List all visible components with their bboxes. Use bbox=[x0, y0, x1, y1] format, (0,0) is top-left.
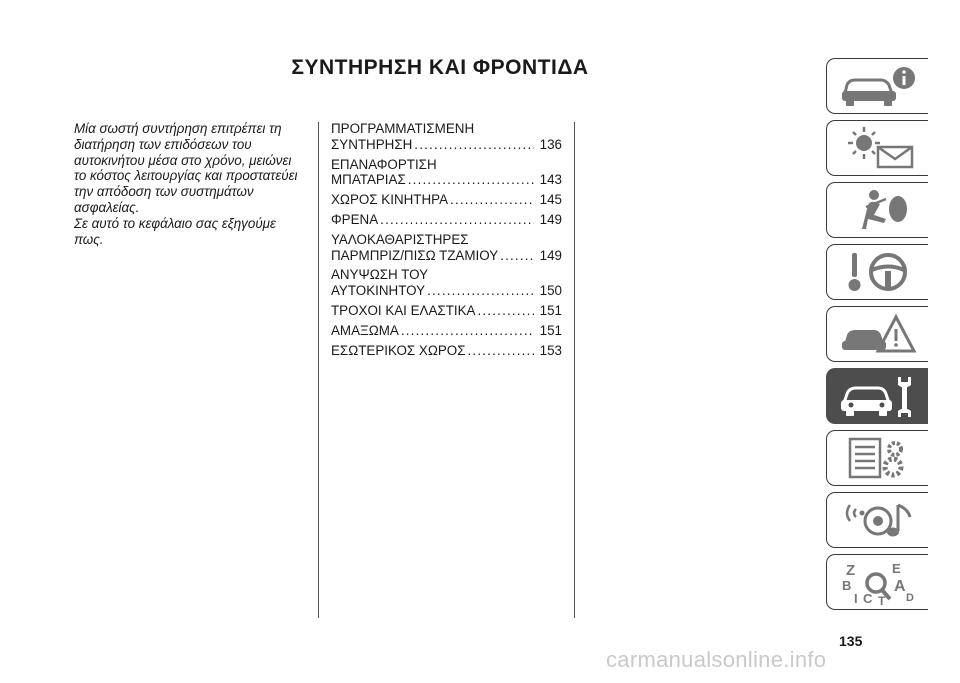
toc-entry-page: 149 bbox=[539, 211, 562, 227]
index-letter: Z bbox=[845, 562, 855, 579]
toc-entry-page: 145 bbox=[539, 192, 562, 208]
intro-paragraph-1: Μία σωστή συντήρηση επιτρέπει τη διατήρηση των επιδόσεων του αυτοκινήτου μέσα στο χρόνο, μειώνει το κόστος λειτουργίας και προστατεύει την απόδοση των συστημάτων ασφαλείας. bbox=[74, 121, 298, 215]
toc-entry[interactable] bbox=[331, 267, 562, 299]
tab-emergency[interactable] bbox=[826, 306, 928, 362]
specs-gear-icon bbox=[838, 435, 918, 481]
tab-car-info[interactable] bbox=[826, 58, 928, 114]
index-letter: C bbox=[862, 591, 872, 605]
intro-paragraph-2: Σε αυτό το κεφάλαιο σας εξηγούμε πως. bbox=[74, 215, 276, 247]
tab-maintenance-active[interactable] bbox=[826, 368, 928, 424]
toc-entry-page: 153 bbox=[539, 342, 562, 358]
index-letter: E bbox=[891, 561, 901, 576]
toc-entry-label: ΦΡΕΝΑ bbox=[331, 211, 379, 227]
toc-entry[interactable] bbox=[331, 232, 562, 264]
toc-entry[interactable] bbox=[331, 303, 562, 319]
page-number: 135 bbox=[839, 633, 863, 649]
toc-entry-page: 143 bbox=[539, 172, 562, 188]
toc-entry[interactable] bbox=[331, 323, 562, 339]
column-divider-left bbox=[318, 122, 319, 618]
toc-entry[interactable] bbox=[331, 343, 562, 359]
toc-entry-label: ΣΥΝΤΗΡΗΣΗ bbox=[331, 136, 413, 152]
tab-multimedia[interactable] bbox=[826, 492, 928, 548]
tab-steering-key[interactable] bbox=[826, 244, 928, 300]
index-letter: A bbox=[893, 578, 906, 595]
toc-entry-label: ΕΣΩΤΕΡΙΚΟΣ ΧΩΡΟΣ bbox=[331, 342, 466, 358]
toc-entry-label: ΑΜΑΞΩΜΑ bbox=[331, 322, 399, 338]
toc-entry-page: 151 bbox=[539, 302, 562, 318]
warning-lights-icon bbox=[838, 125, 918, 171]
tab-index[interactable] bbox=[826, 554, 928, 610]
toc-entry[interactable] bbox=[331, 121, 562, 153]
toc-entry-label: ΧΩΡΟΣ ΚΙΝΗΤΗΡΑ bbox=[331, 192, 448, 208]
car-wrench-icon bbox=[838, 373, 918, 419]
toc-entry-label: ΤΡΟΧΟΙ ΚΑΙ ΕΛΑΣΤΙΚΑ bbox=[331, 302, 476, 318]
index-letters-icon bbox=[838, 559, 918, 605]
toc-entry-label: ΑΥΤΟΚΙΝΗΤΟΥ bbox=[331, 283, 426, 299]
airbag-safety-icon bbox=[838, 187, 918, 233]
tab-airbag-safety[interactable] bbox=[826, 182, 928, 238]
index-letter: D bbox=[905, 592, 914, 604]
index-letter: B bbox=[841, 578, 851, 593]
steering-key-icon bbox=[838, 249, 918, 295]
toc-entry-label: ΠΑΡΜΠΡΙΖ/ΠΙΣΩ ΤΖΑΜΙΟΥ bbox=[331, 247, 499, 263]
index-letter: T bbox=[877, 594, 885, 605]
toc-entry-label: ΜΠΑΤΑΡΙΑΣ bbox=[331, 172, 406, 188]
column-divider-right bbox=[574, 122, 575, 618]
page-title: ΣΥΝΤΗΡΗΣΗ ΚΑΙ ΦΡΟΝΤΙΔΑ bbox=[291, 56, 589, 79]
toc-entry-line1: ΑΝΥΨΩΣΗ ΤΟΥ bbox=[331, 267, 429, 283]
intro-text bbox=[74, 121, 306, 247]
toc-entry-page: 151 bbox=[539, 322, 562, 338]
toc-entry-line1: ΥΑΛΟΚΑΘΑΡΙΣΤΗΡΕΣ bbox=[331, 231, 469, 247]
table-of-contents bbox=[331, 121, 562, 362]
toc-entry-line1: ΠΡΟΓΡΑΜΜΑΤΙΣΜΕΝΗ bbox=[331, 121, 475, 136]
multimedia-icon bbox=[838, 497, 918, 543]
toc-entry-page: 149 bbox=[539, 247, 562, 263]
tab-warning-lights[interactable] bbox=[826, 120, 928, 176]
index-letter: I bbox=[853, 591, 858, 605]
emergency-warning-icon bbox=[838, 311, 918, 357]
toc-entry-line1: ΕΠΑΝΑΦΟΡΤΙΣΗ bbox=[331, 156, 437, 172]
toc-entry[interactable] bbox=[331, 157, 562, 189]
toc-entry-page: 136 bbox=[539, 136, 562, 152]
toc-entry-page: 150 bbox=[539, 283, 562, 299]
watermark: carmanualsonline.info bbox=[606, 647, 827, 672]
toc-entry[interactable] bbox=[331, 212, 562, 228]
tab-specs[interactable] bbox=[826, 430, 928, 486]
toc-entry[interactable] bbox=[331, 192, 562, 208]
car-info-icon bbox=[838, 63, 918, 109]
